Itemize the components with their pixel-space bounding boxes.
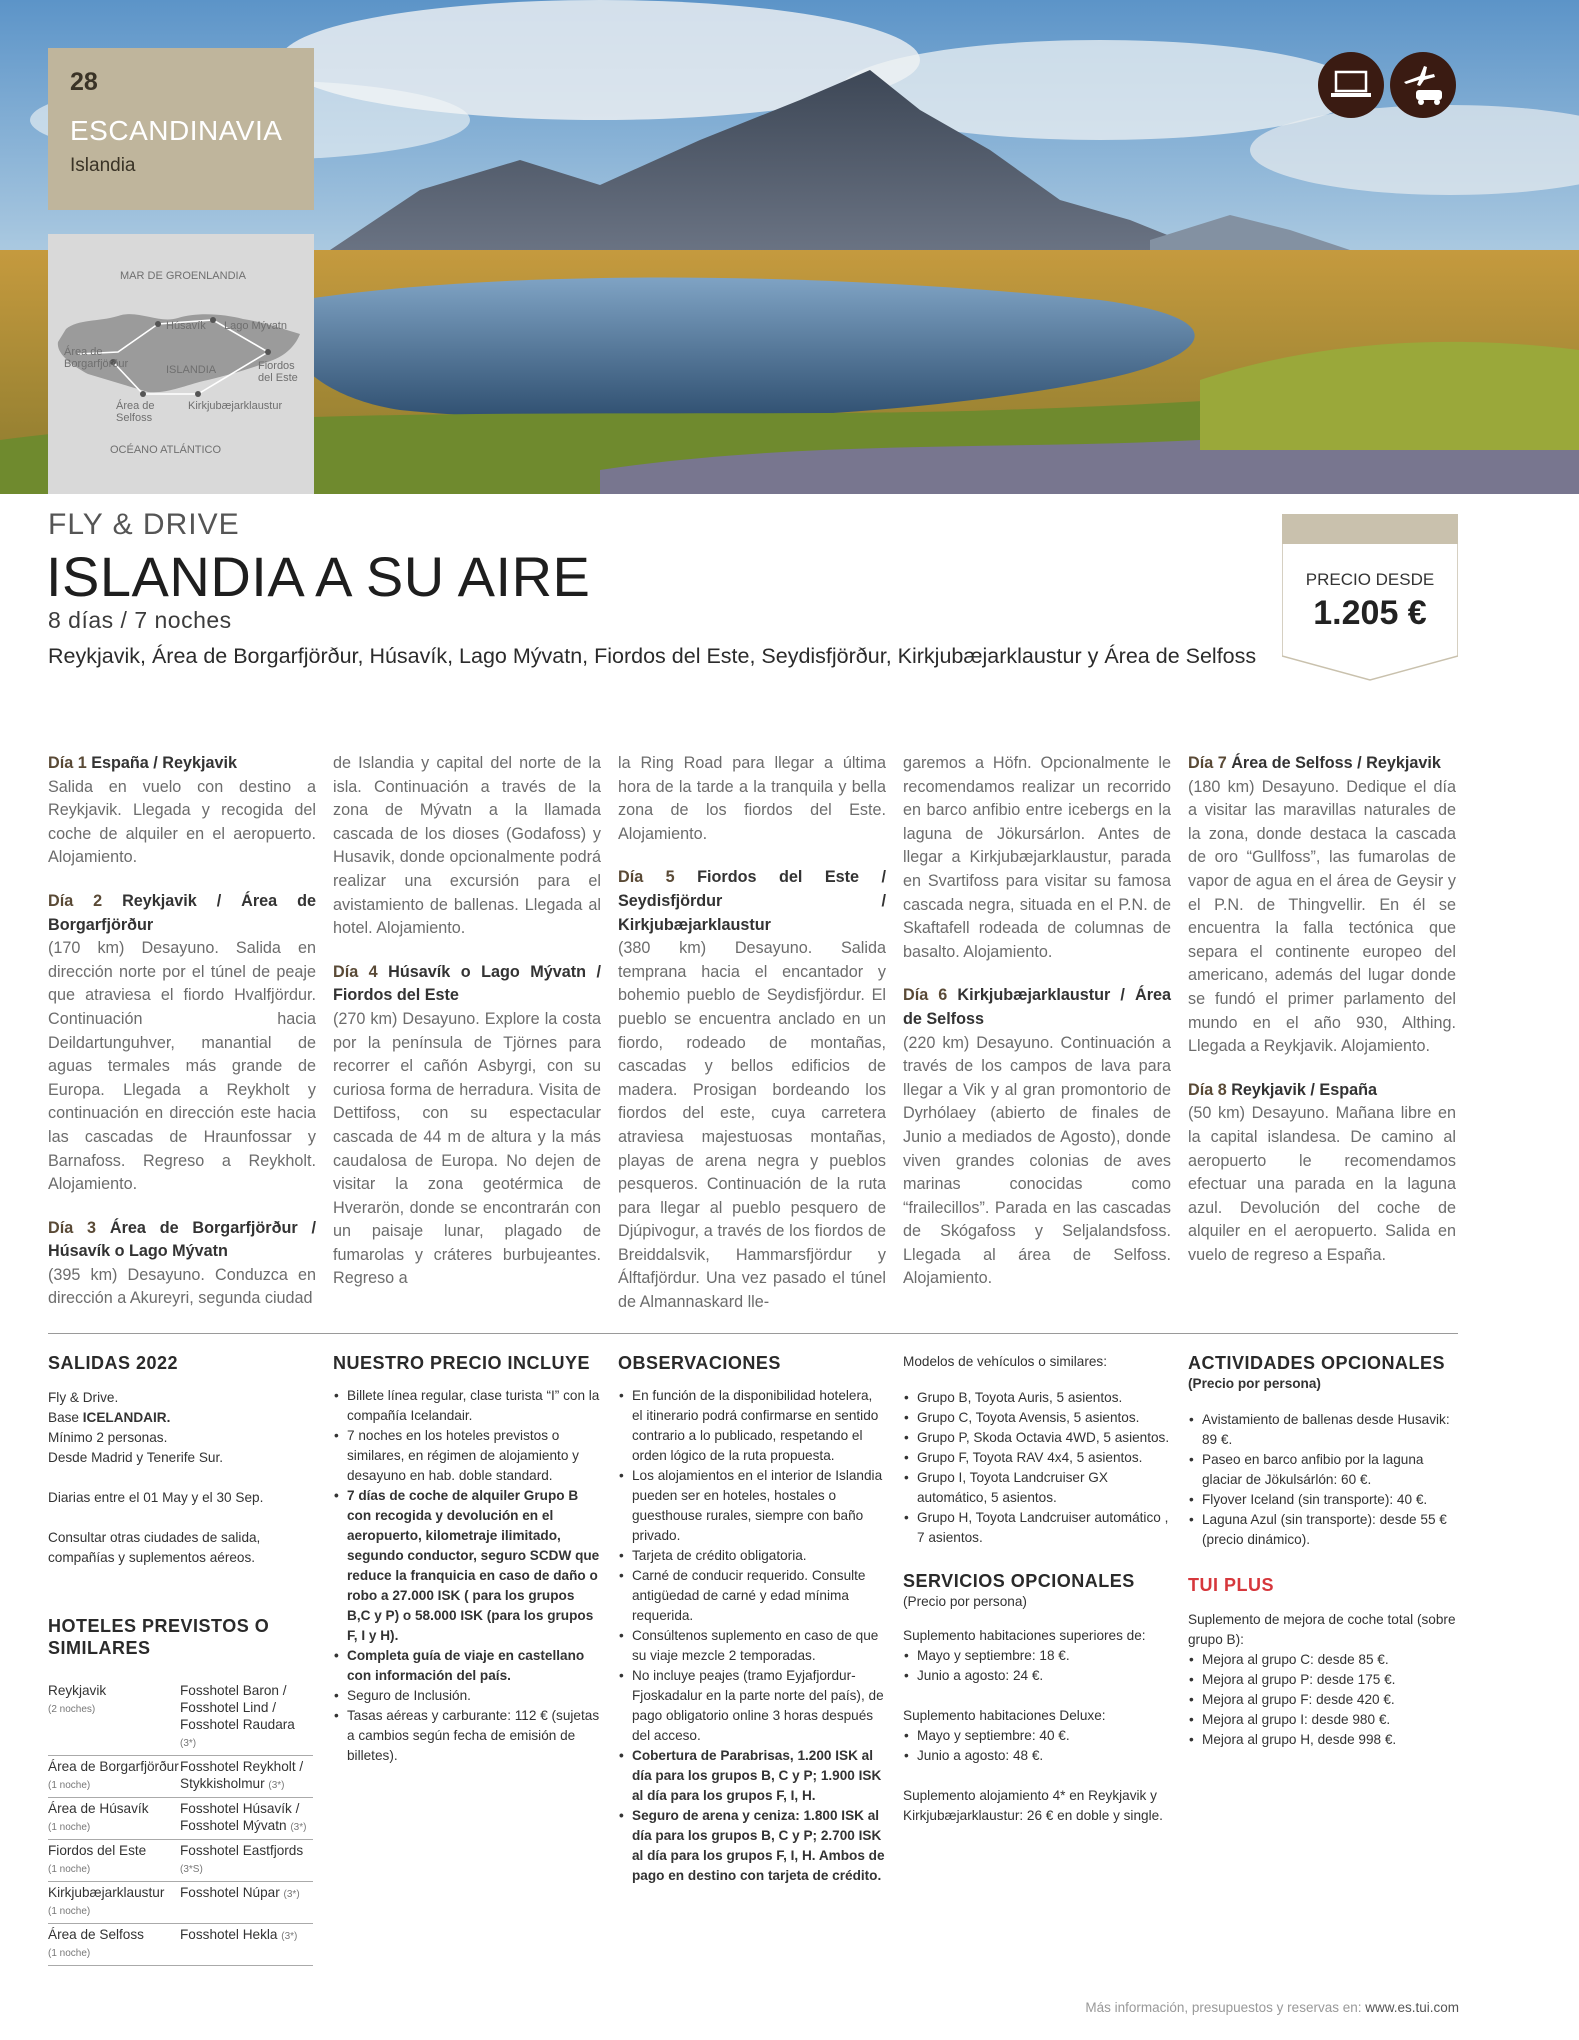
table-row: [48, 1756, 313, 1798]
actividades-sub: (Precio por persona): [1188, 1376, 1321, 1391]
hotel-category: (3*): [180, 1738, 197, 1749]
hotel-name: Fosshotel Húsavík / Fosshotel Mývatn: [180, 1801, 300, 1833]
trip-duration: 8 días / 7 noches: [48, 607, 232, 633]
footer-link[interactable]: www.es.tui.com: [1365, 2000, 1459, 2015]
plane-car-icon: [1390, 52, 1456, 118]
laptop-icon: [1318, 52, 1384, 118]
section-divider: [48, 1333, 1458, 1334]
servicios-heading: SERVICIOS OPCIONALES: [903, 1571, 1135, 1591]
list-item: • Mejora al grupo C: desde 85 €.: [1202, 1650, 1458, 1670]
servicios-sub: (Precio por persona): [903, 1594, 1027, 1609]
table-row: [48, 1798, 313, 1840]
hotel-category: (3*): [268, 1780, 285, 1791]
day-text: (220 km) Desayuno. Continuación a través de los campos de lava para llegar a Vik y al gran promontorio de Dyrhólaey (abierto de finales de Junio a mediados de Agosto), donde viven grandes colonias de aves marinas conocidas como “frailecillos”. Parada en las cascadas de Skógafoss y Seljalandsfoss. Llegada al área de Selfoss. Alojamiento.: [903, 1033, 1171, 1288]
list-item: • Paseo en barco anfibio por la laguna glaciar de Jökulsárlón: 60 €.: [1202, 1450, 1458, 1490]
hotel-category: (3*): [281, 1931, 298, 1942]
table-row: [48, 1924, 313, 1966]
day-text: (170 km) Desayuno. Salida en dirección norte por el túnel de peaje que atraviesa el fiordo Hvalfjördur. Continuación hacia Deildartunguhver, manantial de aguas termales más grande de Europa. Llegada a Reykholt y continuación en dirección este hacia las cascadas de Hraunfossar y Barnafoss. Regreso a Reykholt. Alojamiento.: [48, 939, 316, 1194]
day-route: Húsavík o Lago Mývatn / Fiordos del Este: [333, 962, 601, 1005]
tuiplus-intro: Suplemento de mejora de coche total (sobre grupo B):: [1188, 1612, 1456, 1647]
map-place-label: Fiordos del Este: [258, 360, 298, 384]
day-text: Salida en vuelo con destino a Reykjavik. Llegada y recogida del coche de alquiler en el aeropuerto. Alojamiento.: [48, 777, 316, 867]
list-item: • Seguro de arena y ceniza: 1.800 ISK al día para los grupos B, C y P; 2.700 ISK al día para los grupos F, I, H. Ambos de pago en destino con tarjeta de crédito.: [632, 1806, 886, 1886]
servicios-line: Suplemento habitaciones superiores de:: [903, 1628, 1146, 1643]
list-item: • En función de la disponibilidad hotelera, el itinerario podrá confirmarse en sentido contrario a lo publicado, respetando el orden lógico de la ruta propuesta.: [632, 1386, 886, 1466]
hotel-area-cell: [48, 1884, 180, 1920]
map-place-label: Área de Selfoss: [116, 400, 155, 424]
day-route: Kirkjubæjarklaustur / Área de Selfoss: [903, 986, 1171, 1028]
hotel-area: Área de Húsavík: [48, 1801, 149, 1816]
hotel-name-cell: [180, 1758, 312, 1794]
salidas-line: Mínimo 2 personas.: [48, 1430, 168, 1445]
list-item: • Completa guía de viaje en castellano con información del país.: [347, 1646, 601, 1686]
trip-title: ISLANDIA A SU AIRE: [46, 545, 591, 608]
itinerary-column-3: [618, 752, 886, 1335]
hotels-table: [48, 1680, 313, 1966]
day-route: Reykjavik / Área de Borgarfjörður: [48, 891, 317, 934]
hotel-category: (3*): [290, 1822, 307, 1833]
day-text: garemos a Höfn. Opcionalmente le recomendamos realizar un recorrido en barco anfibio entre icebergs en la laguna de Jökursárlon. Antes de llegar a Kirkjubæjarklaustur, parada en Svartifoss para visitar su famosa cascada negra, situada en el P.N. de Skaftafell rodeada de columnas de basalto. Alojamiento.: [903, 754, 1171, 961]
hotel-nights: (1 noche): [48, 1948, 91, 1959]
day-text: (180 km) Desayuno. Dedique el día a visitar las maravillas naturales de la zona, donde destaca la cascada de oro “Gullfoss”, las fumarolas de vapor de agua en el área de Geysir y el P.N. de Thingvellir. En él se encuentra la falla tectónica que separa el continente europeo del americano, además del lugar donde se fundó el primer parlamento del mundo en el año 930, Althing. Llegada a Reykjavik. Alojamiento.: [1188, 777, 1456, 1056]
map-place-label: Húsavík: [166, 320, 206, 332]
hotel-name: Fosshotel Reykholt / Stykkisholmur: [180, 1759, 304, 1791]
hotel-nights: (1 noche): [48, 1780, 91, 1791]
region-title: ESCANDINAVIA: [70, 115, 283, 146]
actividades-section: [1188, 1352, 1458, 1750]
list-item: • Grupo F, Toyota RAV 4x4, 5 asientos.: [917, 1448, 1171, 1468]
day-label: Día 4: [333, 962, 378, 981]
country-subtitle: Islandia: [70, 155, 136, 176]
hotel-area-cell: [48, 1926, 180, 1962]
price-tag: [1282, 514, 1458, 682]
day-label: Día 2: [48, 891, 103, 910]
hotel-category: (3*S): [180, 1864, 203, 1875]
table-row: [48, 1680, 313, 1756]
day-text: (395 km) Desayuno. Conduzca en dirección a Akureyri, segunda ciudad: [48, 1265, 316, 1308]
list-item: • 7 noches en los hoteles previstos o similares, en régimen de alojamiento y desayuno en hab. doble standard.: [347, 1426, 601, 1486]
hoteles-heading: HOTELES PREVISTOS O SIMILARES: [48, 1616, 270, 1658]
list-item: • 7 días de coche de alquiler Grupo B con recogida y devolución en el aeropuerto, kilometraje ilimitado, segundo conductor, seguro SCDW que reduce la franquicia en caso de daño o robo a 27.000 ISK ( para los grupos B,C y P) o 58.000 ISK (para los grupos F, I y H).: [347, 1486, 601, 1646]
hotel-area: Kirkjubæjarklaustur: [48, 1885, 165, 1900]
map-place-label: Kirkjubæjarklaustur: [188, 400, 283, 412]
hotel-name: Fosshotel Hekla: [180, 1927, 278, 1942]
itinerary-column-2: [333, 752, 601, 1311]
map-place-label: Área de Borgarfjörður: [64, 346, 129, 370]
list-item: • Junio a agosto: 48 €.: [917, 1746, 1171, 1766]
list-item: • Mejora al grupo I: desde 980 €.: [1202, 1710, 1458, 1730]
salidas-line: Consultar otras ciudades de salida, compañías y suplementos aéreos.: [48, 1530, 261, 1565]
vehiculos-heading: Modelos de vehículos o similares:: [903, 1354, 1107, 1369]
hotel-category: (3*): [283, 1889, 300, 1900]
list-item: • Grupo P, Skoda Octavia 4WD, 5 asientos.: [917, 1428, 1171, 1448]
table-row: [48, 1882, 313, 1924]
day-label: Día 6: [903, 986, 948, 1005]
incluye-heading: NUESTRO PRECIO INCLUYE: [333, 1353, 591, 1373]
hotel-area-cell: [48, 1842, 180, 1878]
actividades-heading: ACTIVIDADES OPCIONALES: [1188, 1353, 1446, 1373]
list-item: • Billete línea regular, clase turista “I” con la compañía Icelandair.: [347, 1386, 601, 1426]
day-label: Día 5: [618, 868, 675, 887]
day-label: Día 7: [1188, 754, 1227, 772]
hotel-area: Área de Borgarfjörður: [48, 1759, 179, 1774]
servicios-line: Suplemento habitaciones Deluxe:: [903, 1708, 1106, 1723]
list-item: • Carné de conducir requerido. Consulte antigüedad de carné y edad mínima requerida.: [632, 1566, 886, 1626]
list-item: • Mejora al grupo H, desde 998 €.: [1202, 1730, 1458, 1750]
list-item: • Grupo B, Toyota Auris, 5 asientos.: [917, 1388, 1171, 1408]
list-item: • Grupo I, Toyota Landcruiser GX automático, 5 asientos.: [917, 1468, 1171, 1508]
servicios-line: Suplemento alojamiento 4* en Reykjavik y Kirkjubæjarklaustur: 26 € en doble y single.: [903, 1788, 1163, 1823]
hotel-name: Fosshotel Baron / Fosshotel Lind / Fosshotel Raudara: [180, 1683, 295, 1732]
list-item: • Mejora al grupo P: desde 175 €.: [1202, 1670, 1458, 1690]
list-item: • Junio a agosto: 24 €.: [917, 1666, 1171, 1686]
day-route: Reykjavik / España: [1231, 1080, 1377, 1099]
incluye-section: [333, 1352, 601, 1766]
day-route: España / Reykjavik: [91, 754, 237, 772]
list-item: • Grupo H, Toyota Landcruiser automático , 7 asientos.: [917, 1508, 1171, 1548]
day-label: Día 3: [48, 1218, 97, 1237]
hotel-name-cell: [180, 1800, 312, 1836]
hotel-name-cell: [180, 1682, 312, 1752]
hotel-area-cell: [48, 1800, 180, 1836]
trip-route: Reykjavik, Área de Borgarfjörður, Húsavík, Lago Mývatn, Fiordos del Este, Seydisfjörður, Kirkjubæjarklaustur y Área de Selfoss: [48, 644, 1257, 668]
map-country-label: ISLANDIA: [166, 364, 217, 376]
list-item: • No incluye peajes (tramo Eyjafjordur-Fjoskadalur en la parte norte del país), de pago obligatorio online 3 horas después del acceso.: [632, 1666, 886, 1746]
hotel-nights: (2 noches): [48, 1704, 96, 1715]
itinerary-column-5: [1188, 752, 1456, 1287]
list-item: • Cobertura de Parabrisas, 1.200 ISK al día para los grupos B, C y P; 1.900 ISK al día para los grupos F, I, H.: [632, 1746, 886, 1806]
list-item: • Avistamiento de ballenas desde Husavik: 89 €.: [1202, 1410, 1458, 1450]
salidas-heading: SALIDAS 2022: [48, 1353, 179, 1373]
tuiplus-heading: TUI PLUS: [1188, 1575, 1275, 1595]
itinerary-column-1: [48, 752, 316, 1331]
map-place-label: Lago Mývatn: [224, 320, 287, 332]
day-label: Día 8: [1188, 1080, 1227, 1099]
day-text: (380 km) Desayuno. Salida temprana hacia el encantador y bohemio pueblo de Seydisfjördur. El pueblo se encuentra anclado en un fiordo, rodeado de montañas, cascadas y bellos edificios de madera. Prosigan bordeando los fiordos del este, cuya carretera atraviesa majestuosas montañas, playas de arena negra y pueblos pesqueros. Continuación de la ruta para llegar al pueblo pesquero de Djúpivogur, a través de los fiordos de Breiddalsvik, Hammarsfjördur y Álftafjördur. Una vez pasado el túnel de Almannaskard lle-: [618, 939, 886, 1312]
list-item: • Tarjeta de crédito obligatoria.: [632, 1546, 886, 1566]
list-item: • Seguro de Inclusión.: [347, 1686, 601, 1706]
hotel-name: Fosshotel Núpar: [180, 1885, 280, 1900]
region-box: [48, 48, 314, 210]
vehiculos-section: [903, 1352, 1171, 1826]
map-ocean-label: OCÉANO ATLÁNTICO: [110, 444, 222, 456]
salidas-line: Fly & Drive.: [48, 1390, 119, 1405]
page-number: 28: [70, 68, 98, 96]
salidas-line: Desde Madrid y Tenerife Sur.: [48, 1450, 224, 1465]
hotel-area: Fiordos del Este: [48, 1843, 147, 1858]
footer-text: Más información, presupuestos y reservas en:: [1085, 2000, 1366, 2015]
list-item: • Grupo C, Toyota Avensis, 5 asientos.: [917, 1408, 1171, 1428]
hotel-name-cell: [180, 1926, 312, 1945]
observaciones-section: [618, 1352, 886, 1886]
list-item: • Laguna Azul (sin transporte): desde 55 € (precio dinámico).: [1202, 1510, 1458, 1550]
footer: [1085, 2000, 1459, 2015]
table-row: [48, 1840, 313, 1882]
hotel-area-cell: [48, 1682, 180, 1718]
itinerary-column-4: [903, 752, 1171, 1311]
list-item: • Mayo y septiembre: 18 €.: [917, 1646, 1171, 1666]
list-item: • Mejora al grupo F: desde 420 €.: [1202, 1690, 1458, 1710]
salidas-line: [48, 1408, 313, 1428]
day-route: Área de Borgarfjörður / Húsavík o Lago Mývatn: [48, 1218, 316, 1261]
hotel-nights: (1 noche): [48, 1906, 91, 1917]
hotel-nights: (1 noche): [48, 1864, 91, 1875]
airline-name: ICELANDAIR.: [82, 1410, 171, 1425]
observaciones-heading: OBSERVACIONES: [618, 1353, 781, 1373]
price-value: 1.205 €: [1313, 594, 1427, 632]
hotel-name: Fosshotel Eastfjords: [180, 1843, 304, 1858]
hotel-name-cell: [180, 1842, 312, 1878]
hotel-area-cell: [48, 1758, 180, 1794]
hotel-nights: (1 noche): [48, 1822, 91, 1833]
hotel-name-cell: [180, 1884, 312, 1903]
day-text: de Islandia y capital del norte de la isla. Continuación a través de la zona de Mývatn a la llamada cascada de los dioses (Godafoss) y Husavik, donde opcionalmente podrá realizar una excursión para el avistamiento de ballenas. Llegada al hotel. Alojamiento.: [333, 754, 601, 938]
hotel-area: Reykjavik: [48, 1683, 107, 1698]
hotel-area: Área de Selfoss: [48, 1927, 144, 1942]
trip-kicker: FLY & DRIVE: [48, 508, 240, 541]
list-item: • Mayo y septiembre: 40 €.: [917, 1726, 1171, 1746]
list-item: • Flyover Iceland (sin transporte): 40 €.: [1202, 1490, 1458, 1510]
day-text: (50 km) Desayuno. Mañana libre en la capital islandesa. De camino al aeropuerto le recomendamos efectuar una parada en la laguna azul. Devolución del coche de alquiler en el aeropuerto. Salida en vuelo de regreso a España.: [1188, 1104, 1456, 1264]
list-item: • Tasas aéreas y carburante: 112 € (sujetas a cambios según fecha de emisión de billetes).: [347, 1706, 601, 1766]
route-map: [48, 234, 314, 494]
day-label: Día 1: [48, 754, 87, 772]
salidas-line: Diarias entre el 01 May y el 30 Sep.: [48, 1490, 264, 1505]
salidas-text: Base: [48, 1410, 83, 1425]
list-item: • Consúltenos suplemento en caso de que su viaje mezcle 2 temporadas.: [632, 1626, 886, 1666]
day-text: la Ring Road para llegar a última hora de la tarde a la tranquila y bella zona de los fiordos del Este. Alojamiento.: [618, 754, 886, 843]
day-text: (270 km) Desayuno. Explore la costa por la península de Tjörnes para recorrer el cañón Asbyrgi, con su curiosa forma de herradura. Visita de Dettifoss, con su espectacular cascada de 44 m de altura y la más caudalosa de Europa. No dejen de visitar la zona geotérmica de Hverarön, donde se encontrarán con un paisaje lunar, plagado de fumarolas y cráteres burbujeantes. Regreso a: [333, 1009, 601, 1288]
price-label: PRECIO DESDE: [1305, 570, 1435, 589]
day-route: Área de Selfoss / Reykjavik: [1231, 754, 1441, 772]
map-sea-label: MAR DE GROENLANDIA: [120, 270, 246, 282]
salidas-section: [48, 1352, 313, 1568]
day-route: Fiordos del Este / Seydisfjördur / Kirkjubæjarklaustur: [618, 868, 886, 934]
list-item: • Los alojamientos en el interior de Islandia pueden ser en hoteles, hostales o guesthouse rurales, siempre con baño privado.: [632, 1466, 886, 1546]
